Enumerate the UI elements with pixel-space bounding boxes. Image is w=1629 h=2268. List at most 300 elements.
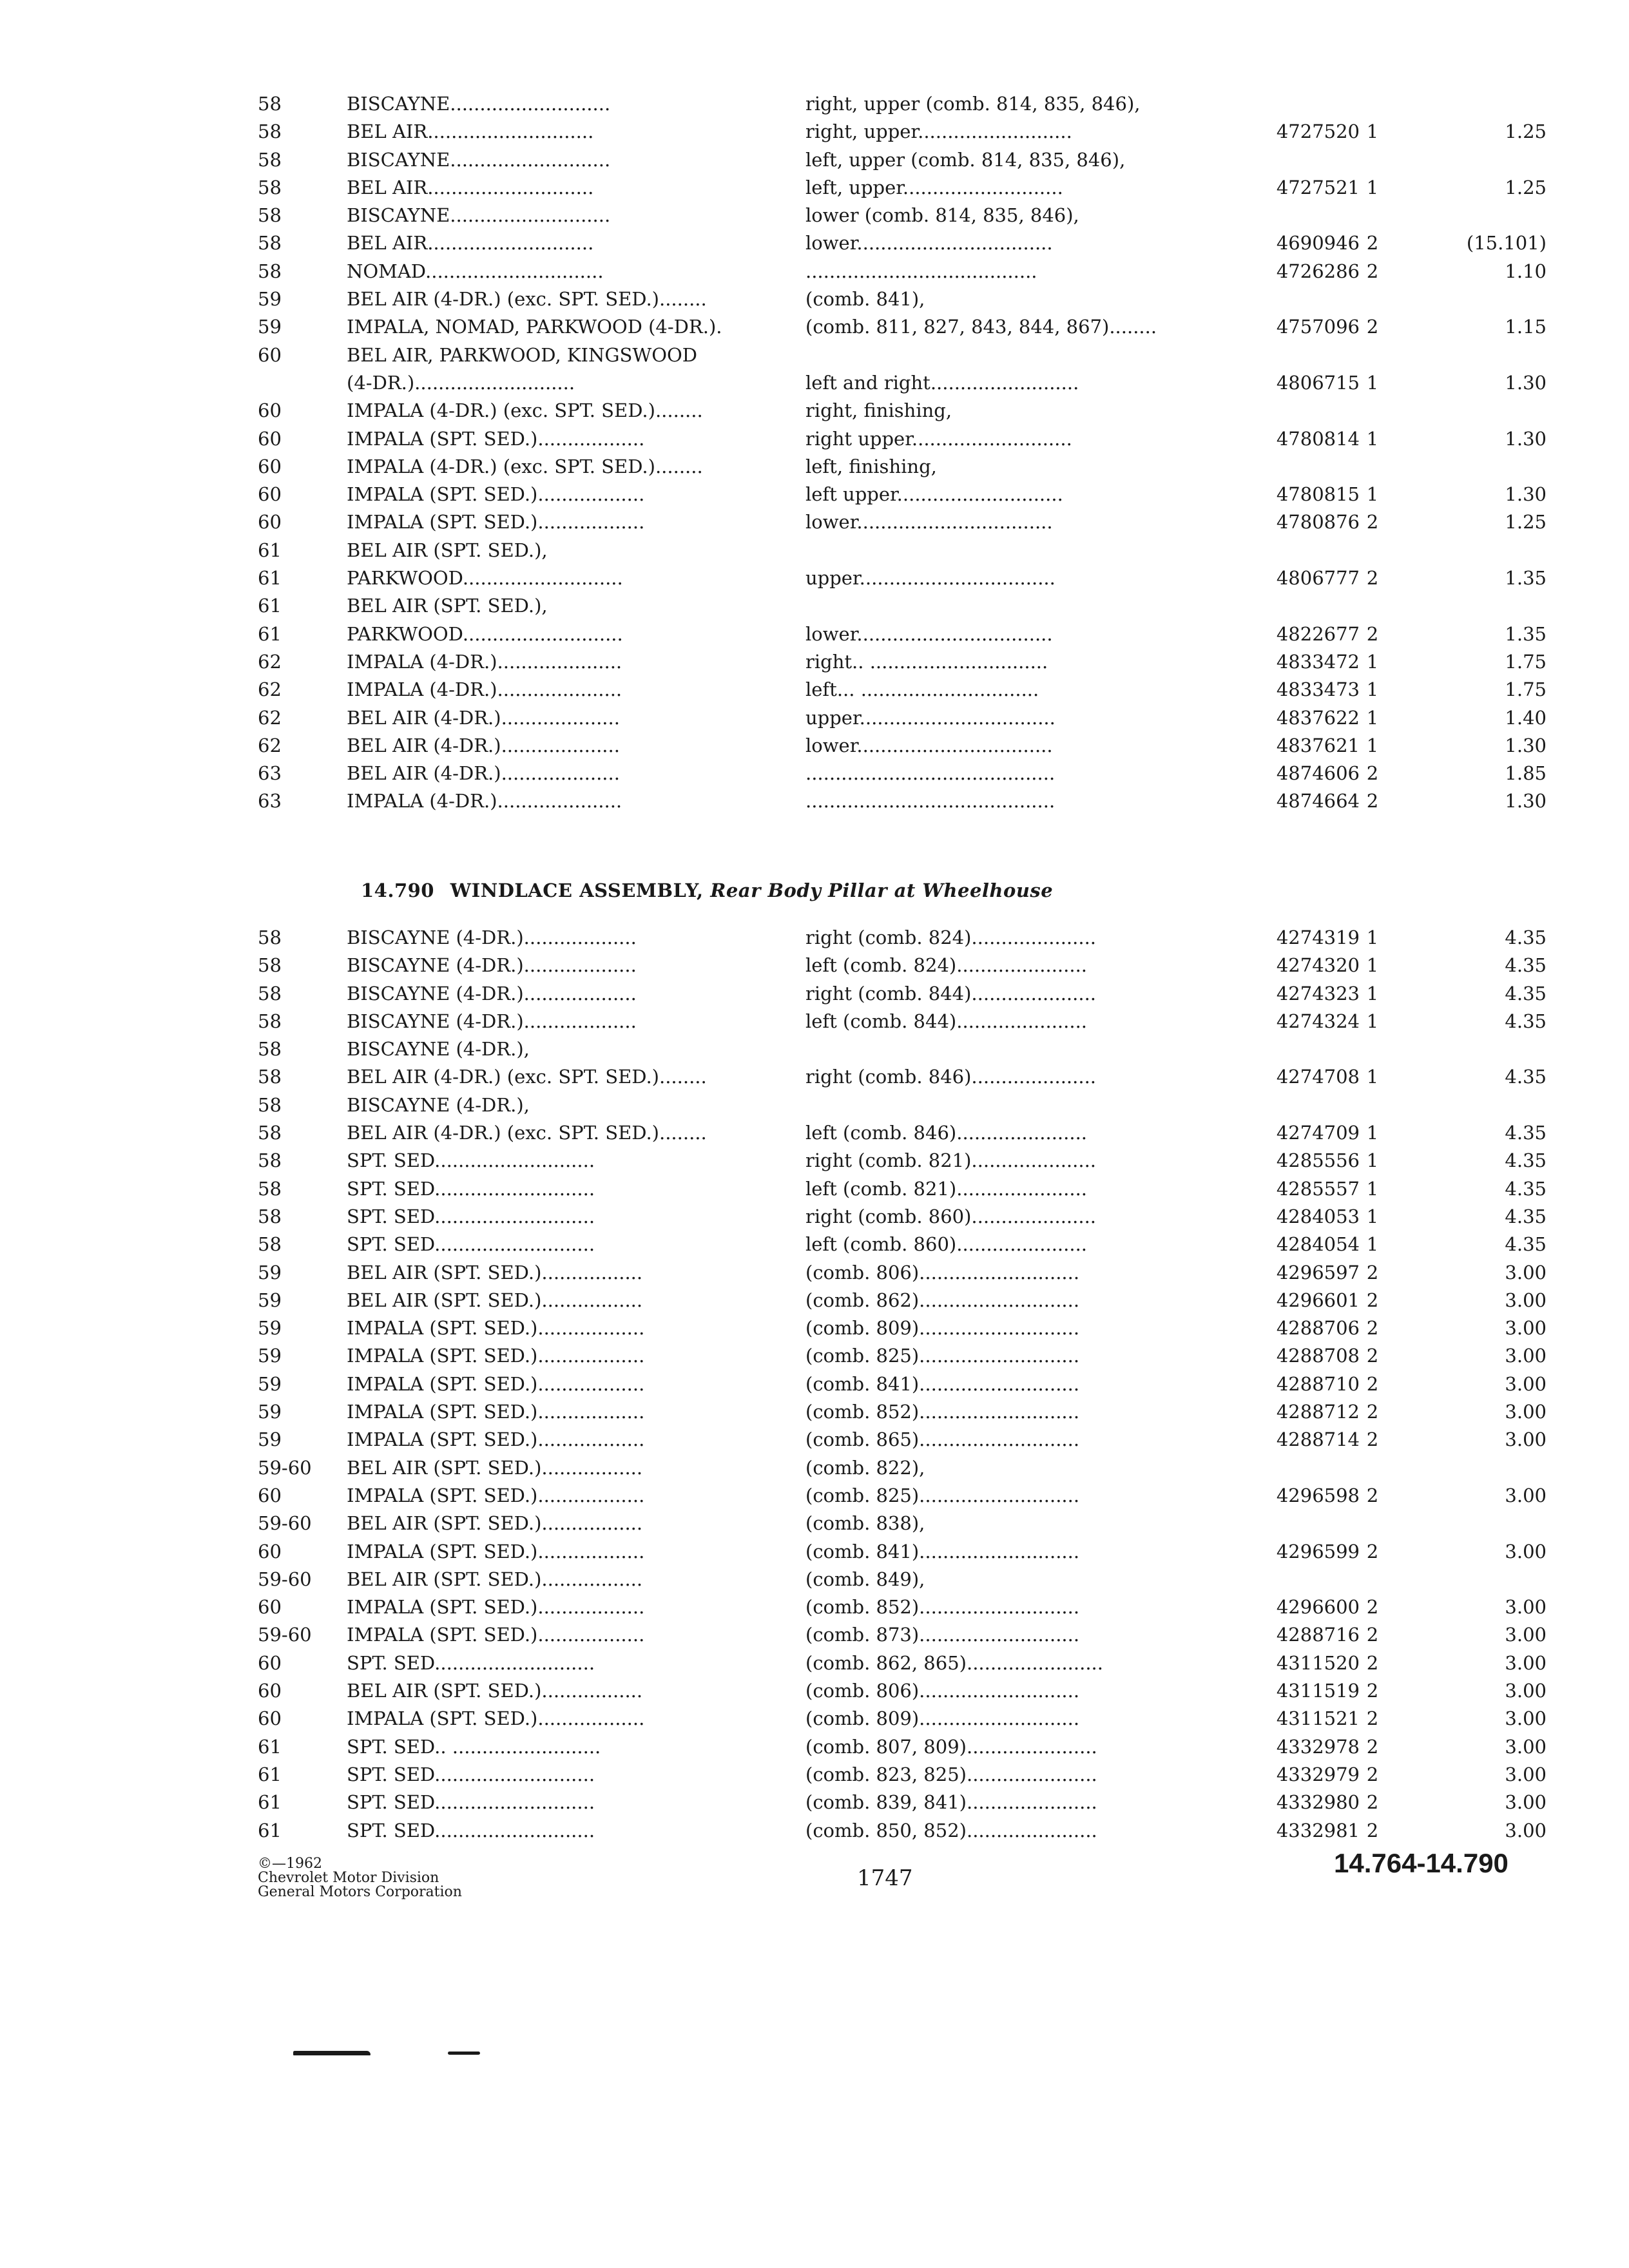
price-cell: (15.101) (1466, 232, 1547, 255)
description-cell: upper................................. (805, 567, 1055, 590)
description-cell: left (comb. 846)...................... (805, 1122, 1088, 1144)
price-cell: 4.35 (1505, 1010, 1547, 1032)
table-row (258, 1621, 1547, 1649)
table-row (258, 1482, 1547, 1510)
quantity-cell: 1 (1366, 483, 1379, 506)
year-cell: 59 (258, 288, 282, 311)
quantity-cell: 1 (1366, 678, 1379, 701)
year-cell: 58 (258, 148, 282, 171)
part-number-cell: 4288708 (1276, 1345, 1360, 1367)
part-number-cell: 4296598 (1276, 1484, 1360, 1506)
copyright-text: ©—1962 (258, 1856, 322, 1872)
part-number-cell: 4274319 (1276, 927, 1360, 948)
part-number-cell: 4806715 (1276, 371, 1360, 394)
model-cell: SPT. SED........................... (347, 1819, 595, 1841)
table-row (258, 676, 1547, 704)
year-cell: 60 (258, 483, 282, 506)
description-cell: right (comb. 824)..................... (805, 927, 1097, 948)
model-cell: BEL AIR (SPT. SED.)................. (347, 1568, 643, 1590)
description-cell: right, upper (comb. 814, 835, 846), (805, 93, 1141, 115)
model-cell: IMPALA (SPT. SED.).................. (347, 1345, 645, 1367)
year-cell: 62 (258, 734, 282, 756)
quantity-cell: 1 (1366, 982, 1379, 1004)
price-cell: 3.00 (1505, 1651, 1547, 1674)
description-cell: (comb. 806)........................... (805, 1680, 1080, 1702)
price-cell: 3.00 (1505, 1289, 1547, 1311)
model-cell: BEL AIR (SPT. SED.)................. (347, 1289, 643, 1311)
model-cell: IMPALA (4-DR.)..................... (347, 650, 622, 673)
description-cell: right.. .............................. (805, 650, 1048, 673)
price-cell: 3.00 (1505, 1624, 1547, 1646)
quantity-cell: 2 (1366, 1735, 1379, 1758)
section-subtitle: Rear Body Pillar at Wheelhouse (710, 879, 1054, 901)
price-cell: 3.00 (1505, 1763, 1547, 1785)
year-cell: 58 (258, 204, 282, 227)
price-cell: 3.00 (1505, 1401, 1547, 1423)
year-cell: 59-60 (258, 1624, 312, 1646)
description-cell: (comb. 849), (805, 1568, 925, 1590)
table-row (258, 118, 1547, 146)
table-row (258, 1147, 1547, 1175)
parts-table-upper (258, 90, 1547, 816)
description-cell: (comb. 809)........................... (805, 1317, 1080, 1340)
model-cell: BISCAYNE (4-DR.)................... (347, 954, 637, 977)
quantity-cell: 1 (1366, 1010, 1379, 1032)
model-cell: BISCAYNE (4-DR.), (347, 1038, 530, 1061)
year-cell: 58 (258, 1038, 282, 1061)
description-cell: .......................................... (805, 762, 1055, 785)
table-row (258, 202, 1482, 229)
quantity-cell: 2 (1366, 1345, 1379, 1367)
quantity-cell: 1 (1366, 1233, 1379, 1256)
description-cell: right upper........................... (805, 427, 1072, 450)
year-cell: 60 (258, 511, 282, 533)
description-cell: left upper............................ (805, 483, 1063, 506)
table-row (258, 1454, 1482, 1482)
quantity-cell: 1 (1366, 954, 1379, 977)
price-cell: 1.30 (1505, 790, 1547, 812)
price-cell: 1.30 (1505, 371, 1547, 394)
price-cell: 3.00 (1505, 1261, 1547, 1283)
year-cell: 60 (258, 427, 282, 450)
year-cell: 58 (258, 1205, 282, 1227)
description-cell: (comb. 809)........................... (805, 1707, 1080, 1730)
price-cell: 1.75 (1505, 678, 1547, 701)
part-number-cell: 4288712 (1276, 1401, 1360, 1423)
table-row (258, 1677, 1547, 1705)
part-number-cell: 4274324 (1276, 1010, 1360, 1032)
table-row (258, 1342, 1547, 1370)
part-number-cell: 4833472 (1276, 650, 1360, 673)
table-row (258, 1008, 1547, 1035)
part-number-cell: 4780815 (1276, 483, 1360, 506)
division-text: Chevrolet Motor Division (258, 1870, 439, 1886)
table-row (258, 1817, 1547, 1845)
model-cell: BISCAYNE........................... (347, 93, 611, 115)
description-cell: (comb. 822), (805, 1456, 925, 1479)
table-row (258, 1426, 1547, 1454)
model-cell: BEL AIR (SPT. SED.)................. (347, 1680, 643, 1702)
description-cell: lower (comb. 814, 835, 846), (805, 204, 1079, 227)
part-number-cell: 4726286 (1276, 260, 1360, 282)
table-row (258, 648, 1547, 676)
price-cell: 1.30 (1505, 734, 1547, 756)
quantity-cell: 1 (1366, 176, 1379, 198)
part-number-cell: 4780814 (1276, 427, 1360, 450)
table-row (258, 620, 1547, 648)
part-number-cell: 4311521 (1276, 1707, 1360, 1730)
year-cell: 61 (258, 567, 282, 590)
table-row (258, 1063, 1547, 1091)
table-row (258, 1566, 1482, 1593)
model-cell: IMPALA (SPT. SED.).................. (347, 1428, 645, 1451)
price-cell: 3.00 (1505, 1317, 1547, 1340)
part-number-cell: 4780876 (1276, 511, 1360, 533)
model-cell: BISCAYNE (4-DR.)................... (347, 927, 637, 948)
model-cell: BEL AIR (SPT. SED.), (347, 595, 548, 617)
quantity-cell: 2 (1366, 790, 1379, 812)
model-cell: BEL AIR (4-DR.) (exc. SPT. SED.)........ (347, 288, 707, 311)
quantity-cell: 2 (1366, 1819, 1379, 1841)
year-cell: 62 (258, 650, 282, 673)
table-row (258, 1538, 1547, 1566)
price-cell: 3.00 (1505, 1707, 1547, 1730)
year-cell: 60 (258, 1484, 282, 1506)
part-number-cell: 4837621 (1276, 734, 1360, 756)
ink-smudge-right (448, 2052, 480, 2055)
model-cell: PARKWOOD........................... (347, 567, 623, 590)
quantity-cell: 1 (1366, 706, 1379, 729)
description-cell: (comb. 825)........................... (805, 1484, 1080, 1506)
quantity-cell: 1 (1366, 427, 1379, 450)
year-cell: 60 (258, 1707, 282, 1730)
description-cell: right (comb. 844)..................... (805, 982, 1097, 1004)
year-cell: 59 (258, 1401, 282, 1423)
year-cell: 60 (258, 455, 282, 477)
section-heading (361, 879, 1053, 901)
model-cell: IMPALA (SPT. SED.).................. (347, 1484, 645, 1506)
year-cell: 58 (258, 232, 282, 255)
price-cell: 3.00 (1505, 1819, 1547, 1841)
year-cell: 61 (258, 595, 282, 617)
part-number-cell: 4690946 (1276, 232, 1360, 255)
price-cell: 1.40 (1505, 706, 1547, 729)
model-cell: IMPALA (4-DR.)..................... (347, 790, 622, 812)
year-cell: 58 (258, 260, 282, 282)
table-row (258, 453, 1482, 481)
table-row (258, 1789, 1547, 1816)
description-cell: right (comb. 860)..................... (805, 1205, 1097, 1227)
quantity-cell: 1 (1366, 120, 1379, 143)
table-row (258, 229, 1547, 257)
model-cell: IMPALA (SPT. SED.).................. (347, 1540, 645, 1562)
description-cell: (comb. 825)........................... (805, 1345, 1080, 1367)
table-row (258, 397, 1482, 425)
table-row (258, 174, 1547, 202)
quantity-cell: 1 (1366, 371, 1379, 394)
quantity-cell: 1 (1366, 1066, 1379, 1088)
price-cell: 3.00 (1505, 1345, 1547, 1367)
year-cell: 60 (258, 1651, 282, 1674)
price-cell: 1.35 (1505, 567, 1547, 590)
model-cell: IMPALA (4-DR.) (exc. SPT. SED.)........ (347, 399, 703, 422)
part-number-cell: 4274320 (1276, 954, 1360, 977)
model-cell: SPT. SED........................... (347, 1149, 595, 1172)
model-cell: SPT. SED........................... (347, 1233, 595, 1256)
year-cell: 58 (258, 1093, 282, 1116)
model-cell: BEL AIR (4-DR.) (exc. SPT. SED.)........ (347, 1122, 707, 1144)
year-cell: 59 (258, 1289, 282, 1311)
part-number-cell: 4274323 (1276, 982, 1360, 1004)
year-cell: 58 (258, 1177, 282, 1200)
part-number-cell: 4284053 (1276, 1205, 1360, 1227)
quantity-cell: 2 (1366, 1596, 1379, 1619)
year-cell: 59 (258, 1372, 282, 1395)
table-row (258, 285, 1482, 313)
year-cell: 62 (258, 678, 282, 701)
description-cell: left, upper (comb. 814, 835, 846), (805, 148, 1126, 171)
table-row (258, 1091, 1482, 1119)
part-number-cell: 4288710 (1276, 1372, 1360, 1395)
model-cell: IMPALA (SPT. SED.).................. (347, 1401, 645, 1423)
year-cell: 59-60 (258, 1456, 312, 1479)
year-cell: 61 (258, 1819, 282, 1841)
table-row (258, 341, 1482, 369)
description-cell: left (comb. 844)...................... (805, 1010, 1088, 1032)
quantity-cell: 2 (1366, 260, 1379, 282)
price-cell: 1.25 (1505, 176, 1547, 198)
model-cell: SPT. SED........................... (347, 1763, 595, 1785)
description-cell: (comb. 841)........................... (805, 1372, 1080, 1395)
table-row (258, 1287, 1547, 1314)
description-cell: (comb. 838), (805, 1512, 925, 1535)
year-cell: 59-60 (258, 1512, 312, 1535)
description-cell: left... .............................. (805, 678, 1039, 701)
model-cell: IMPALA (SPT. SED.).................. (347, 1596, 645, 1619)
quantity-cell: 2 (1366, 567, 1379, 590)
table-row (258, 704, 1547, 732)
quantity-cell: 1 (1366, 650, 1379, 673)
description-cell: (comb. 811, 827, 843, 844, 867)........ (805, 316, 1157, 338)
quantity-cell: 2 (1366, 1651, 1379, 1674)
table-row (258, 1705, 1547, 1733)
quantity-cell: 2 (1366, 1624, 1379, 1646)
year-cell: 60 (258, 1596, 282, 1619)
quantity-cell: 2 (1366, 1289, 1379, 1311)
price-cell: 1.35 (1505, 622, 1547, 645)
model-cell: BEL AIR............................ (347, 232, 594, 255)
model-cell: BEL AIR (4-DR.) (exc. SPT. SED.)........ (347, 1066, 707, 1088)
description-cell: .......................................... (805, 790, 1055, 812)
part-number-cell: 4296599 (1276, 1540, 1360, 1562)
year-cell: 61 (258, 1791, 282, 1814)
part-number-cell: 4288716 (1276, 1624, 1360, 1646)
table-row (258, 564, 1547, 592)
table-row (258, 425, 1547, 453)
part-number-cell: 4274709 (1276, 1122, 1360, 1144)
description-cell: left (comb. 860)...................... (805, 1233, 1088, 1256)
year-cell: 58 (258, 93, 282, 115)
year-cell: 58 (258, 1066, 282, 1088)
year-cell: 61 (258, 622, 282, 645)
quantity-cell: 2 (1366, 1261, 1379, 1283)
model-cell: BISCAYNE (4-DR.), (347, 1093, 530, 1116)
price-cell: 4.35 (1505, 1233, 1547, 1256)
model-cell: BEL AIR (SPT. SED.)................. (347, 1512, 643, 1535)
description-cell: left (comb. 821)...................... (805, 1177, 1088, 1200)
part-number-cell: 4874606 (1276, 762, 1360, 785)
model-cell: NOMAD.............................. (347, 260, 604, 282)
description-cell: (comb. 862, 865)....................... (805, 1651, 1103, 1674)
year-cell: 58 (258, 982, 282, 1004)
model-cell: BEL AIR (4-DR.).................... (347, 734, 620, 756)
table-row (258, 1398, 1547, 1426)
table-row (258, 1259, 1547, 1287)
model-cell: BEL AIR (4-DR.).................... (347, 762, 620, 785)
model-cell: IMPALA, NOMAD, PARKWOOD (4-DR.). (347, 316, 722, 338)
table-row (258, 952, 1547, 979)
quantity-cell: 2 (1366, 1680, 1379, 1702)
table-row (258, 508, 1547, 536)
price-cell: 3.00 (1505, 1680, 1547, 1702)
model-cell: IMPALA (4-DR.)..................... (347, 678, 622, 701)
description-cell: lower................................. (805, 622, 1053, 645)
table-row (258, 787, 1547, 815)
part-number-cell: 4806777 (1276, 567, 1360, 590)
description-cell: right (comb. 846)..................... (805, 1066, 1097, 1088)
year-cell: 59 (258, 316, 282, 338)
model-cell: BISCAYNE........................... (347, 148, 611, 171)
price-cell: 3.00 (1505, 1540, 1547, 1562)
model-cell: SPT. SED........................... (347, 1177, 595, 1200)
model-cell: IMPALA (SPT. SED.).................. (347, 1707, 645, 1730)
part-number-cell: 4332980 (1276, 1791, 1360, 1814)
table-row (258, 1175, 1547, 1203)
part-number-cell: 4332979 (1276, 1763, 1360, 1785)
model-cell: BEL AIR............................ (347, 176, 594, 198)
year-cell: 58 (258, 1010, 282, 1032)
table-row (258, 732, 1547, 760)
model-cell: SPT. SED........................... (347, 1205, 595, 1227)
year-cell: 58 (258, 927, 282, 948)
description-cell: (comb. 873)........................... (805, 1624, 1080, 1646)
price-cell: 3.00 (1505, 1372, 1547, 1395)
table-row (258, 1761, 1547, 1789)
section-number: 14.790 (361, 879, 434, 901)
part-number-cell: 4833473 (1276, 678, 1360, 701)
price-cell: 3.00 (1505, 1428, 1547, 1451)
description-cell: ....................................... (805, 260, 1037, 282)
description-cell: (comb. 807, 809)...................... (805, 1735, 1097, 1758)
year-cell: 63 (258, 790, 282, 812)
model-cell: IMPALA (SPT. SED.).................. (347, 1624, 645, 1646)
part-number-cell: 4284054 (1276, 1233, 1360, 1256)
price-cell: 4.35 (1505, 1066, 1547, 1088)
description-cell: (comb. 823, 825)...................... (805, 1763, 1097, 1785)
description-cell: right (comb. 821)..................... (805, 1149, 1097, 1172)
model-cell: IMPALA (SPT. SED.).................. (347, 483, 645, 506)
table-row (258, 1370, 1547, 1398)
part-number-cell: 4874664 (1276, 790, 1360, 812)
description-cell: left, upper........................... (805, 176, 1063, 198)
description-cell: (comb. 806)........................... (805, 1261, 1080, 1283)
part-number-cell: 4727520 (1276, 120, 1360, 143)
model-cell: IMPALA (SPT. SED.).................. (347, 1317, 645, 1340)
part-number-cell: 4274708 (1276, 1066, 1360, 1088)
description-cell: (comb. 862)........................... (805, 1289, 1080, 1311)
year-cell: 60 (258, 1680, 282, 1702)
year-cell: 60 (258, 1540, 282, 1562)
part-number-cell: 4727521 (1276, 176, 1360, 198)
description-cell: (comb. 865)........................... (805, 1428, 1080, 1451)
quantity-cell: 2 (1366, 1401, 1379, 1423)
year-cell: 59 (258, 1261, 282, 1283)
price-cell: 1.10 (1505, 260, 1547, 282)
quantity-cell: 1 (1366, 1205, 1379, 1227)
table-row (258, 313, 1547, 341)
table-row (258, 1119, 1547, 1147)
year-cell: 61 (258, 539, 282, 561)
quantity-cell: 1 (1366, 1177, 1379, 1200)
page-number: 1747 (857, 1865, 913, 1891)
corporation-text: General Motors Corporation (258, 1884, 462, 1900)
quantity-cell: 1 (1366, 927, 1379, 948)
quantity-cell: 2 (1366, 1484, 1379, 1506)
description-cell: lower................................. (805, 734, 1053, 756)
quantity-cell: 1 (1366, 1122, 1379, 1144)
table-row (258, 1510, 1482, 1537)
price-cell: 1.30 (1505, 427, 1547, 450)
year-cell: 58 (258, 1149, 282, 1172)
table-row (258, 1733, 1547, 1761)
quantity-cell: 2 (1366, 1372, 1379, 1395)
price-cell: 4.35 (1505, 954, 1547, 977)
part-number-cell: 4296601 (1276, 1289, 1360, 1311)
quantity-cell: 2 (1366, 622, 1379, 645)
part-number-cell: 4757096 (1276, 316, 1360, 338)
part-number-cell: 4285556 (1276, 1149, 1360, 1172)
year-cell: 58 (258, 176, 282, 198)
year-cell: 60 (258, 399, 282, 422)
section-title: WINDLACE ASSEMBLY, (450, 879, 704, 901)
model-cell: PARKWOOD........................... (347, 622, 623, 645)
quantity-cell: 1 (1366, 734, 1379, 756)
table-row (258, 537, 1482, 564)
model-cell: SPT. SED........................... (347, 1791, 595, 1814)
model-cell: SPT. SED........................... (347, 1651, 595, 1674)
description-cell: (comb. 852)........................... (805, 1596, 1080, 1619)
description-cell: right, finishing, (805, 399, 952, 422)
year-cell: 59-60 (258, 1568, 312, 1590)
year-cell: 60 (258, 343, 282, 366)
description-cell: left (comb. 824)...................... (805, 954, 1088, 977)
quantity-cell: 2 (1366, 762, 1379, 785)
table-row (258, 481, 1547, 508)
quantity-cell: 2 (1366, 511, 1379, 533)
price-cell: 4.35 (1505, 927, 1547, 948)
description-cell: (comb. 852)........................... (805, 1401, 1080, 1423)
description-cell: (comb. 841)........................... (805, 1540, 1080, 1562)
quantity-cell: 2 (1366, 1428, 1379, 1451)
table-row (258, 1035, 1482, 1063)
quantity-cell: 2 (1366, 1791, 1379, 1814)
part-number-cell: 4285557 (1276, 1177, 1360, 1200)
year-cell: 59 (258, 1428, 282, 1451)
part-number-cell: 4296600 (1276, 1596, 1360, 1619)
ink-smudge-left (293, 2051, 371, 2055)
model-cell: IMPALA (SPT. SED.).................. (347, 511, 645, 533)
price-cell: 4.35 (1505, 1177, 1547, 1200)
